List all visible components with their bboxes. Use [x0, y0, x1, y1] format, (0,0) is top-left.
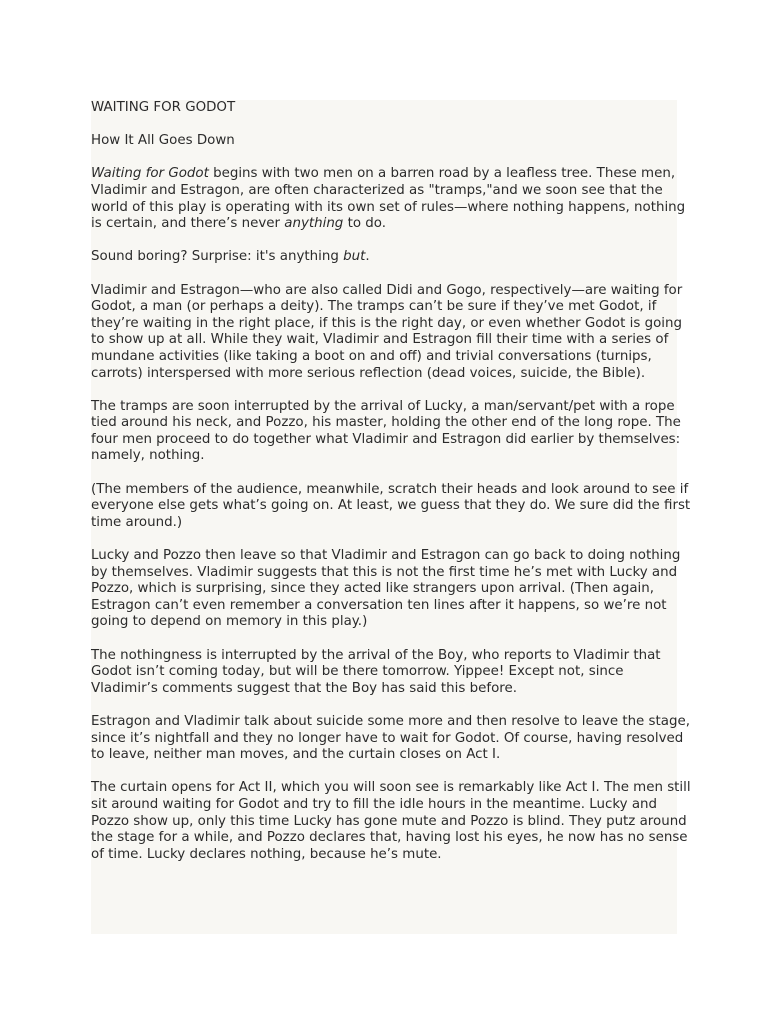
- paragraph-6: Lucky and Pozzo then leave so that Vladimir and Estragon can go back to doing nothing by themselves. Vladimir suggests that this is not the first time he’s met with Lucky and Pozzo, which is surprising, since they acted like strangers upon arrival. (Then again, Estragon can’t even remember a conversation ten lines after it happens, so we’re not going to depend on memory in this play.): [91, 548, 681, 630]
- play-title-italic: Waiting for Godot: [91, 166, 209, 182]
- paragraph-1-text: begins with two men on a barren road by a leafless tree. These men, Vladimir and Estragon, are often characterized as "tramps,"and we soon see that the world of this play is operating with its own set of rules—where nothing happens, nothing is certain, and there’s never: [91, 166, 686, 232]
- paragraph-4: The tramps are soon interrupted by the arrival of Lucky, a man/servant/pet with a rope tied around his neck, and Pozzo, his master, holding the other end of the long rope. The four men proceed to do together what Vladimir and Estragon did earlier by themselves: namely, nothing.: [91, 398, 681, 464]
- paragraph-3: Vladimir and Estragon—who are also called Didi and Gogo, respectively—are waiting for Godot, a man (or perhaps a deity). The tramps can’t be sure if they’ve met Godot, if they’re waiting in the right place, if this is the right day, or even whether Godot is going to show up at all. While they wait, Vladimir and Estragon fill their time with a series of mundane activities (like taking a boot on and off) and trivial conversations (turnips, carrots) interspersed with more serious reflection (dead voices, suicide, the Bible).: [91, 282, 683, 381]
- paragraph-2-text: Sound boring? Surprise: it's anything: [91, 249, 344, 265]
- emphasis-anything: anything: [284, 216, 344, 232]
- paragraph-1: [91, 166, 691, 232]
- emphasis-but: but: [343, 249, 366, 265]
- paragraph-1-end: to do.: [343, 216, 386, 232]
- paragraph-9: The curtain opens for Act II, which you will soon see is remarkably like Act I. The men still sit around waiting for Godot and try to fill the idle hours in the meantime. Lucky and Pozzo show up, only this time Lucky has gone mute and Pozzo is blind. They putz around the stage for a while, and Pozzo declares that, having lost his eyes, he now has no sense of time. Lucky declares nothing, because he’s mute.: [91, 780, 691, 862]
- paragraph-2: [91, 249, 691, 266]
- paragraph-7: The nothingness is interrupted by the arrival of the Boy, who reports to Vladimir that Godot isn’t coming today, but will be there tomorrow. Yippee! Except not, since Vladimir’s comments suggest that the Boy has said this before.: [91, 647, 661, 696]
- document-body: [91, 100, 691, 880]
- document-title: WAITING FOR GODOT: [91, 100, 236, 115]
- paragraph-2-end: .: [365, 249, 370, 265]
- paragraph-5: (The members of the audience, meanwhile, scratch their heads and look around to see if everyone else gets what’s going on. At least, we guess that they do. We sure did the first time around.): [91, 481, 691, 530]
- paragraph-8: Estragon and Vladimir talk about suicide some more and then resolve to leave the stage, since it’s nightfall and they no longer have to wait for Godot. Of course, having resolved to leave, neither man moves, and the curtain closes on Act I.: [91, 713, 690, 763]
- document-subtitle: How It All Goes Down: [91, 133, 235, 149]
